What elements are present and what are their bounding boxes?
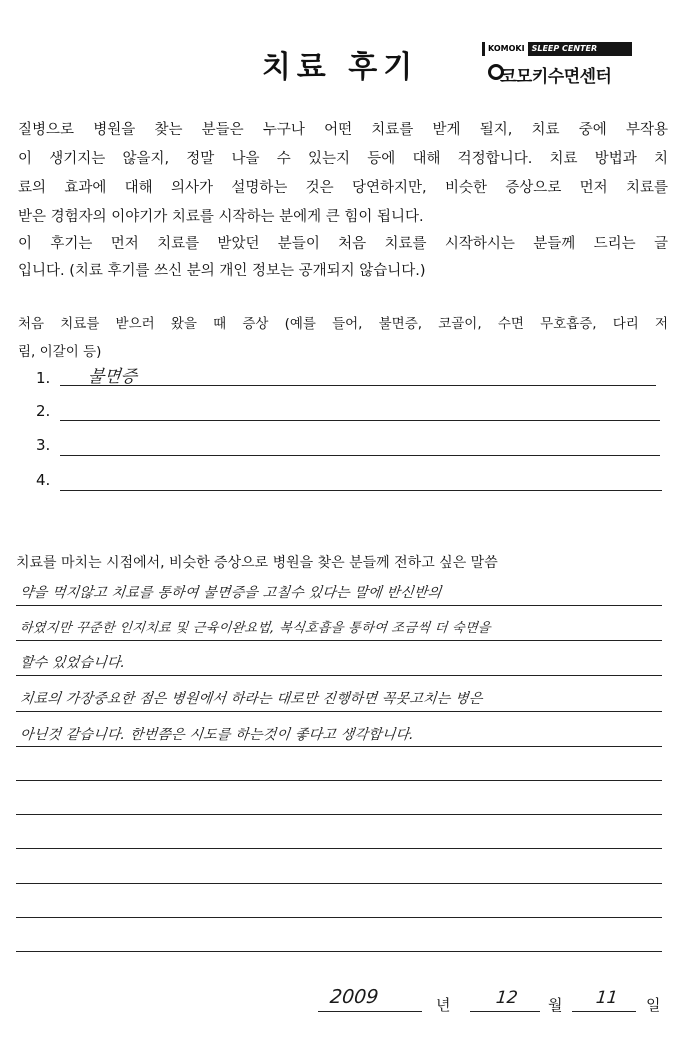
date-month-underline bbox=[470, 1011, 540, 1012]
message-line[interactable]: 아닌것 같습니다. 한번쯤은 시도를 하는것이 좋다고 생각합니다. bbox=[19, 727, 415, 743]
date-month-label: 월 bbox=[548, 996, 563, 1014]
symptoms-question-line: 림, 이갈이 등) bbox=[18, 344, 102, 360]
logo-sleep-center-text: SLEEP CENTER bbox=[531, 44, 598, 53]
date-year-underline bbox=[318, 1011, 422, 1012]
logo-banner bbox=[482, 42, 632, 56]
intro-line: 입니다. (치료 후기를 쓰신 분의 개인 정보는 공개되지 않습니다.) bbox=[18, 263, 426, 279]
symptom-underline bbox=[60, 420, 660, 421]
symptom-answer-field[interactable]: 불면증 bbox=[86, 367, 139, 387]
symptom-underline bbox=[60, 455, 660, 456]
message-line[interactable]: 약을 먹지않고 치료를 통하여 불면증을 고칠수 있다는 말에 반신반의 bbox=[19, 585, 443, 601]
message-underline bbox=[16, 883, 662, 884]
message-underline bbox=[16, 711, 662, 712]
symptoms-question-line: 처음 치료를 받으러 왔을 때 증상 (예를 들어, 불면증, 코골이, 수면 무호흡증, 다리 저 bbox=[18, 316, 668, 332]
intro-line: 이 후기는 먼저 치료를 받았던 분들이 처음 치료를 시작하시는 분들께 드리는 글 bbox=[18, 236, 668, 252]
closing-question: 치료를 마치는 시점에서, 비슷한 증상으로 병원을 찾은 분들께 전하고 싶은 말씀 bbox=[16, 555, 498, 571]
symptoms-question bbox=[18, 310, 668, 366]
message-underline bbox=[16, 848, 662, 849]
date-day-field[interactable]: 11 bbox=[594, 988, 619, 1008]
message-underline bbox=[16, 746, 662, 747]
message-underline bbox=[16, 640, 662, 641]
symptom-number: 3. bbox=[36, 436, 51, 454]
intro-line: 료의 효과에 대해 의사가 설명하는 것은 당연하지만, 비슷한 증상으로 먼저 치료를 bbox=[18, 180, 668, 196]
message-line[interactable]: 하였지만 꾸준한 인지치료 및 근육이완요법, 복식호흡을 통하여 조금씩 더 숙면을 bbox=[19, 621, 492, 636]
message-underline bbox=[16, 605, 662, 606]
komoki-logo bbox=[478, 38, 638, 96]
date-month-field[interactable]: 12 bbox=[494, 988, 519, 1008]
date-year-label: 년 bbox=[436, 996, 451, 1014]
symptom-number: 1. bbox=[36, 369, 51, 387]
date-day-label: 일 bbox=[646, 996, 661, 1014]
message-underline bbox=[16, 780, 662, 781]
intro-line: 질병으로 병원을 찾는 분들은 누구나 어떤 치료를 받게 될지, 치료 중에 부작용 bbox=[18, 122, 668, 138]
symptom-number: 4. bbox=[36, 471, 51, 489]
message-underline bbox=[16, 675, 662, 676]
message-underline bbox=[16, 814, 662, 815]
symptom-underline bbox=[60, 490, 662, 491]
intro-line: 이 생기지는 않을지, 정말 나을 수 있는지 등에 대해 걱정합니다. 치료 방법과 치 bbox=[18, 151, 668, 167]
date-year-field[interactable]: 2009 bbox=[328, 986, 380, 1008]
page-title: 치료 후기 bbox=[261, 50, 419, 85]
logo-komoki-text: KOMOKI bbox=[485, 42, 528, 56]
intro-line: 받은 경험자의 이야기가 치료를 시작하는 분에게 큰 힘이 됩니다. bbox=[18, 209, 424, 225]
symptom-underline bbox=[60, 385, 656, 386]
message-underline bbox=[16, 951, 662, 952]
logo-korean-text: 코모키수면센터 bbox=[500, 67, 612, 87]
message-line[interactable]: 치료의 가장중요한 점은 병원에서 하라는 대로만 진행하면 꼭못고치는 병은 bbox=[19, 691, 484, 707]
message-line[interactable]: 할수 있었습니다. bbox=[19, 655, 127, 671]
symptom-number: 2. bbox=[36, 402, 51, 420]
date-day-underline bbox=[572, 1011, 636, 1012]
message-underline bbox=[16, 917, 662, 918]
